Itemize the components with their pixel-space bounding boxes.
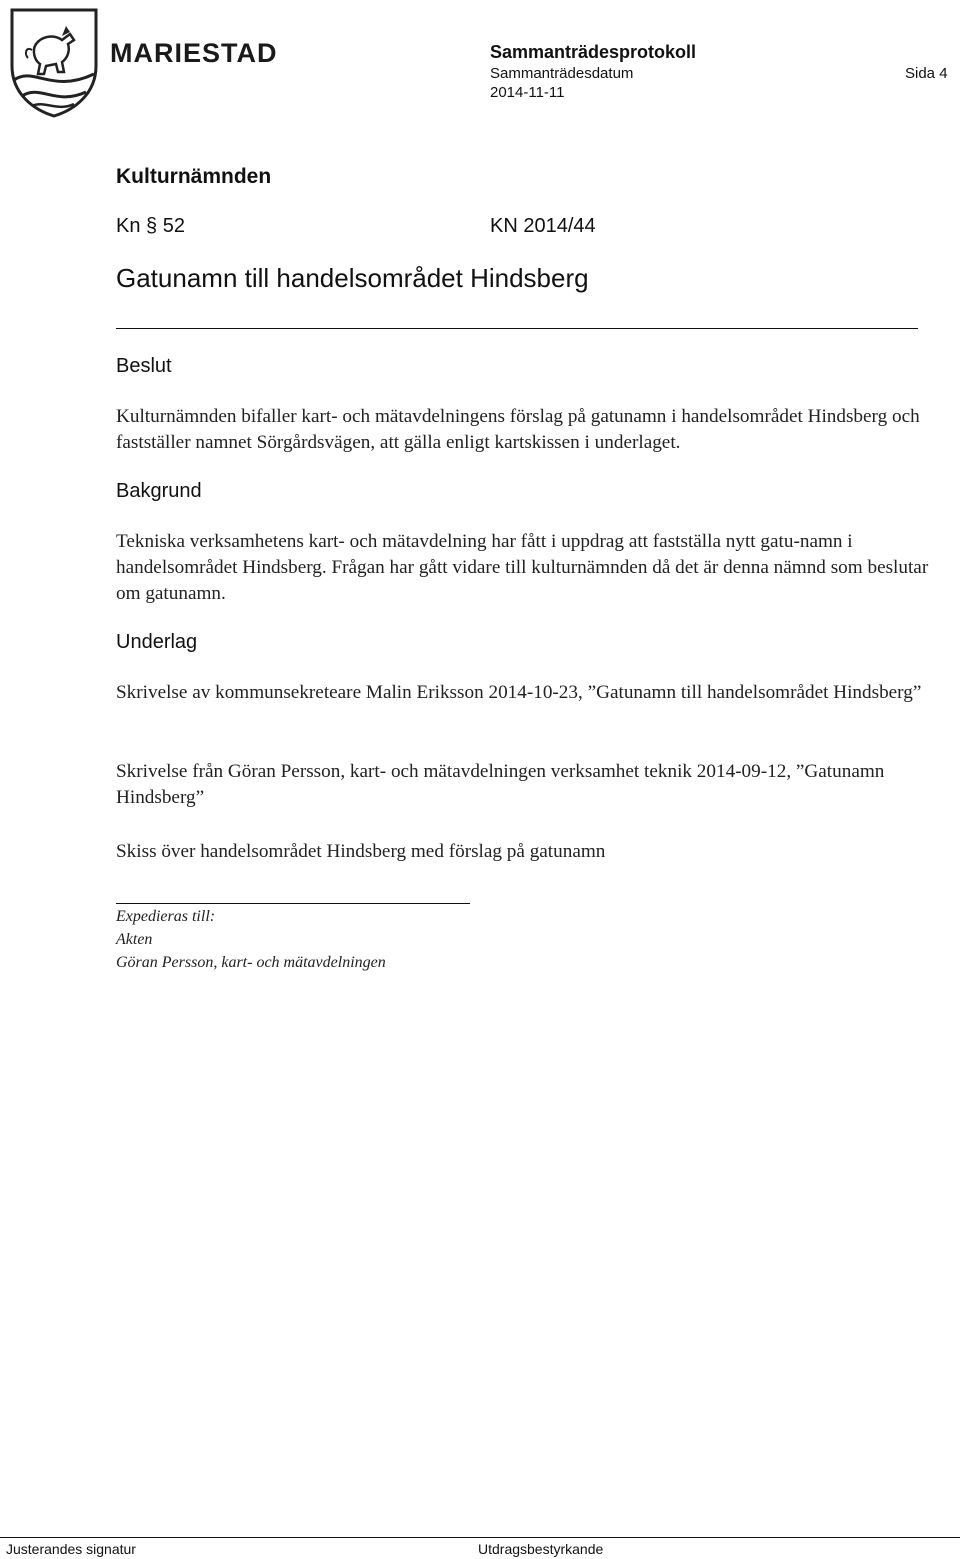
documents-heading: Underlag [116, 631, 198, 653]
document-item: Skrivelse av kommunsekreteare Malin Eriksson 2014-10-23, ”Gatunamn till handelsområdet Hindsberg” [116, 682, 922, 703]
signature-label: Justerandes signatur [6, 1541, 136, 1557]
meeting-date-label: Sammanträdesdatum [490, 65, 634, 82]
matter-title: Gatunamn till handelsområdet Hindsberg [116, 263, 589, 293]
recipient-item: Akten [116, 931, 153, 948]
paragraph-number: Kn § 52 [116, 215, 185, 237]
background-heading: Bakgrund [116, 480, 202, 502]
page-number: Sida 4 [905, 65, 948, 82]
recipient-item: Göran Persson, kart- och mätavdelningen [116, 954, 386, 971]
brand-name: MARIESTAD [110, 38, 278, 68]
sent-to-label: Expedieras till: [116, 908, 216, 925]
document-item: Skrivelse från Göran Persson, kart- och mätavdelningen verksamhet teknik 2014-09-12, ”Gatunamn Hindsberg” [116, 761, 885, 808]
document-title: Sammanträdesprotokoll [490, 42, 697, 62]
distribution-divider [116, 903, 470, 904]
footer-divider [0, 1537, 960, 1538]
committee-name: Kulturnämnden [116, 165, 272, 188]
title-divider [116, 328, 918, 329]
document-item: Skiss över handelsområdet Hindsberg med förslag på gatunamn [116, 841, 606, 862]
decision-heading: Beslut [116, 355, 172, 377]
extract-certification-label: Utdragsbestyrkande [478, 1541, 604, 1557]
case-number: KN 2014/44 [490, 215, 596, 237]
mariestad-coat-of-arms-icon [8, 6, 100, 120]
decision-text: Kulturnämnden bifaller kart- och mätavdelningens förslag på gatunamn i handelsområdet Hindsberg och fastställer namnet Sörgårdsvägen, att gälla enligt kartskissen i underlaget. [116, 406, 920, 453]
background-text: Tekniska verksamhetens kart- och mätavdelning har fått i uppdrag att fastställa nytt gatu-namn i handelsområdet Hindsberg. Frågan har gått vidare till kulturnämnden då det är denna nämnd som beslutar om gatunamn. [116, 531, 929, 604]
meeting-date: 2014-11-11 [490, 84, 565, 101]
